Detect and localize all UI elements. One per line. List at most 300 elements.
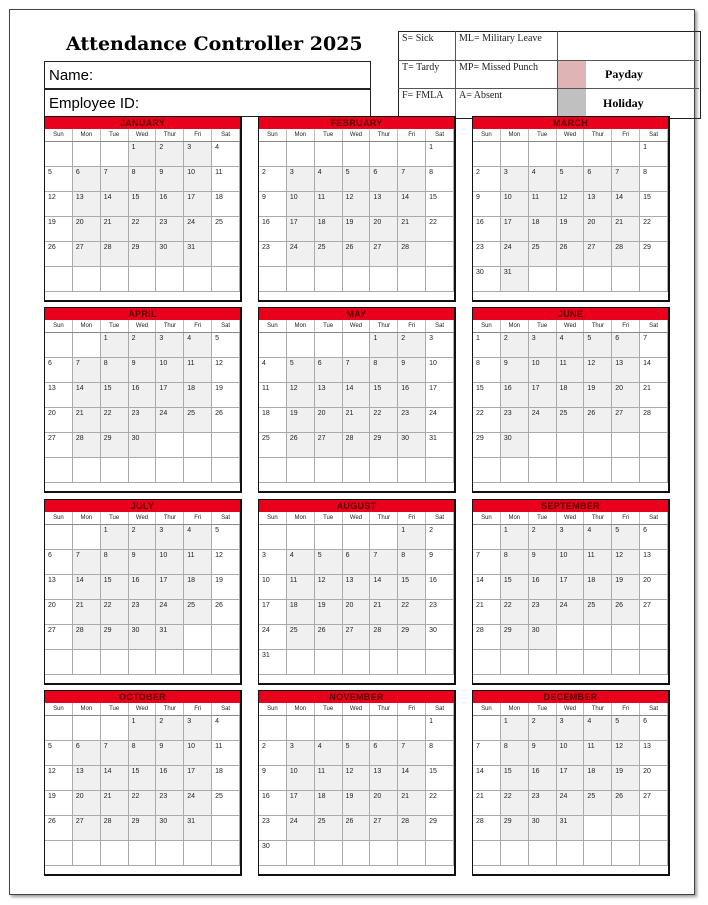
day-cell[interactable]: 13	[73, 766, 101, 791]
day-cell[interactable]: 31	[426, 433, 454, 458]
day-cell[interactable]: 26	[612, 600, 640, 625]
day-cell[interactable]: 6	[73, 167, 101, 192]
day-cell[interactable]: 2	[129, 333, 157, 358]
day-cell[interactable]: 21	[612, 217, 640, 242]
day-cell[interactable]: 28	[101, 242, 129, 267]
day-cell[interactable]: 28	[473, 625, 501, 650]
day-cell[interactable]: 2	[529, 716, 557, 741]
day-cell[interactable]: 5	[212, 525, 240, 550]
day-cell[interactable]: 4	[584, 716, 612, 741]
day-cell[interactable]: 10	[156, 550, 184, 575]
day-cell[interactable]: 10	[426, 358, 454, 383]
day-cell[interactable]: 19	[584, 383, 612, 408]
day-cell[interactable]: 18	[259, 408, 287, 433]
day-cell[interactable]: 24	[557, 600, 585, 625]
day-cell[interactable]: 15	[370, 383, 398, 408]
day-cell[interactable]: 4	[259, 358, 287, 383]
day-cell[interactable]: 28	[343, 433, 371, 458]
day-cell[interactable]: 25	[315, 816, 343, 841]
day-cell[interactable]: 6	[640, 525, 668, 550]
day-cell[interactable]: 8	[501, 741, 529, 766]
day-cell[interactable]: 20	[45, 408, 73, 433]
day-cell[interactable]: 24	[287, 242, 315, 267]
day-cell[interactable]: 10	[557, 741, 585, 766]
day-cell[interactable]: 5	[45, 167, 73, 192]
day-cell[interactable]: 18	[557, 383, 585, 408]
day-cell[interactable]: 11	[287, 575, 315, 600]
day-cell[interactable]: 3	[557, 716, 585, 741]
day-cell[interactable]: 23	[426, 600, 454, 625]
day-cell[interactable]: 28	[101, 816, 129, 841]
day-cell[interactable]: 20	[370, 791, 398, 816]
day-cell[interactable]: 4	[529, 167, 557, 192]
day-cell[interactable]: 30	[501, 433, 529, 458]
day-cell[interactable]: 15	[101, 575, 129, 600]
day-cell[interactable]: 16	[129, 575, 157, 600]
day-cell[interactable]: 7	[73, 358, 101, 383]
day-cell[interactable]: 16	[398, 383, 426, 408]
day-cell[interactable]: 21	[473, 600, 501, 625]
day-cell[interactable]: 18	[584, 766, 612, 791]
day-cell[interactable]: 23	[156, 791, 184, 816]
day-cell[interactable]: 12	[287, 383, 315, 408]
day-cell[interactable]: 26	[343, 242, 371, 267]
day-cell[interactable]: 7	[473, 550, 501, 575]
day-cell[interactable]: 11	[212, 741, 240, 766]
day-cell[interactable]: 24	[529, 408, 557, 433]
day-cell[interactable]: 10	[529, 358, 557, 383]
day-cell[interactable]: 2	[259, 741, 287, 766]
day-cell[interactable]: 15	[501, 575, 529, 600]
day-cell[interactable]: 21	[73, 600, 101, 625]
day-cell[interactable]: 5	[212, 333, 240, 358]
day-cell[interactable]: 31	[259, 650, 287, 675]
day-cell[interactable]: 12	[212, 550, 240, 575]
day-cell[interactable]: 28	[640, 408, 668, 433]
day-cell[interactable]: 7	[370, 550, 398, 575]
day-cell[interactable]: 13	[640, 741, 668, 766]
day-cell[interactable]: 24	[184, 217, 212, 242]
day-cell[interactable]: 29	[129, 242, 157, 267]
day-cell[interactable]: 14	[398, 192, 426, 217]
day-cell[interactable]: 20	[343, 600, 371, 625]
day-cell[interactable]: 4	[212, 142, 240, 167]
day-cell[interactable]: 4	[315, 167, 343, 192]
day-cell[interactable]: 17	[156, 383, 184, 408]
day-cell[interactable]: 30	[529, 625, 557, 650]
day-cell[interactable]: 15	[101, 383, 129, 408]
day-cell[interactable]: 7	[101, 741, 129, 766]
day-cell[interactable]: 1	[129, 716, 157, 741]
day-cell[interactable]: 14	[101, 192, 129, 217]
day-cell[interactable]: 7	[640, 333, 668, 358]
day-cell[interactable]: 28	[612, 242, 640, 267]
day-cell[interactable]: 2	[426, 525, 454, 550]
day-cell[interactable]: 11	[557, 358, 585, 383]
day-cell[interactable]: 30	[398, 433, 426, 458]
day-cell[interactable]: 1	[101, 525, 129, 550]
day-cell[interactable]: 26	[287, 433, 315, 458]
day-cell[interactable]: 28	[473, 816, 501, 841]
day-cell[interactable]: 1	[640, 142, 668, 167]
day-cell[interactable]: 21	[398, 791, 426, 816]
day-cell[interactable]: 4	[184, 333, 212, 358]
day-cell[interactable]: 24	[156, 600, 184, 625]
day-cell[interactable]: 26	[315, 625, 343, 650]
day-cell[interactable]: 6	[370, 167, 398, 192]
day-cell[interactable]: 17	[501, 217, 529, 242]
day-cell[interactable]: 30	[129, 625, 157, 650]
day-cell[interactable]: 8	[101, 358, 129, 383]
day-cell[interactable]: 23	[259, 242, 287, 267]
day-cell[interactable]: 24	[287, 816, 315, 841]
day-cell[interactable]: 11	[315, 766, 343, 791]
day-cell[interactable]: 7	[101, 167, 129, 192]
day-cell[interactable]: 23	[129, 408, 157, 433]
day-cell[interactable]: 30	[473, 267, 501, 292]
day-cell[interactable]: 24	[501, 242, 529, 267]
day-cell[interactable]: 27	[370, 816, 398, 841]
day-cell[interactable]: 19	[315, 600, 343, 625]
employee-id-field[interactable]	[44, 89, 371, 117]
day-cell[interactable]: 17	[557, 766, 585, 791]
day-cell[interactable]: 24	[184, 791, 212, 816]
day-cell[interactable]: 9	[398, 358, 426, 383]
day-cell[interactable]: 29	[501, 625, 529, 650]
day-cell[interactable]: 1	[129, 142, 157, 167]
day-cell[interactable]: 20	[315, 408, 343, 433]
day-cell[interactable]: 22	[129, 791, 157, 816]
day-cell[interactable]: 25	[287, 625, 315, 650]
day-cell[interactable]: 15	[640, 192, 668, 217]
day-cell[interactable]: 5	[315, 550, 343, 575]
day-cell[interactable]: 25	[529, 242, 557, 267]
day-cell[interactable]: 19	[212, 575, 240, 600]
day-cell[interactable]: 20	[73, 791, 101, 816]
day-cell[interactable]: 19	[612, 766, 640, 791]
day-cell[interactable]: 5	[287, 358, 315, 383]
day-cell[interactable]: 19	[212, 383, 240, 408]
day-cell[interactable]: 26	[612, 791, 640, 816]
day-cell[interactable]: 15	[426, 766, 454, 791]
day-cell[interactable]: 7	[473, 741, 501, 766]
day-cell[interactable]: 7	[73, 550, 101, 575]
day-cell[interactable]: 12	[584, 358, 612, 383]
day-cell[interactable]: 14	[73, 383, 101, 408]
day-cell[interactable]: 26	[584, 408, 612, 433]
day-cell[interactable]: 15	[473, 383, 501, 408]
day-cell[interactable]: 11	[584, 741, 612, 766]
day-cell[interactable]: 1	[101, 333, 129, 358]
day-cell[interactable]: 27	[612, 408, 640, 433]
day-cell[interactable]: 8	[370, 358, 398, 383]
day-cell[interactable]: 26	[212, 600, 240, 625]
day-cell[interactable]: 27	[45, 433, 73, 458]
day-cell[interactable]: 13	[45, 575, 73, 600]
day-cell[interactable]: 15	[129, 192, 157, 217]
day-cell[interactable]: 13	[45, 383, 73, 408]
day-cell[interactable]: 12	[612, 741, 640, 766]
day-cell[interactable]: 27	[640, 600, 668, 625]
day-cell[interactable]: 29	[129, 816, 157, 841]
day-cell[interactable]: 6	[343, 550, 371, 575]
day-cell[interactable]: 23	[473, 242, 501, 267]
day-cell[interactable]: 16	[156, 192, 184, 217]
day-cell[interactable]: 1	[501, 716, 529, 741]
day-cell[interactable]: 22	[426, 217, 454, 242]
day-cell[interactable]: 10	[184, 167, 212, 192]
day-cell[interactable]: 29	[370, 433, 398, 458]
day-cell[interactable]: 23	[501, 408, 529, 433]
day-cell[interactable]: 16	[129, 383, 157, 408]
day-cell[interactable]: 30	[529, 816, 557, 841]
day-cell[interactable]: 20	[640, 575, 668, 600]
day-cell[interactable]: 14	[473, 575, 501, 600]
day-cell[interactable]: 29	[426, 816, 454, 841]
day-cell[interactable]: 29	[501, 816, 529, 841]
day-cell[interactable]: 21	[101, 217, 129, 242]
day-cell[interactable]: 28	[73, 625, 101, 650]
day-cell[interactable]: 3	[184, 142, 212, 167]
day-cell[interactable]: 16	[259, 217, 287, 242]
day-cell[interactable]: 24	[557, 791, 585, 816]
day-cell[interactable]: 25	[184, 408, 212, 433]
day-cell[interactable]: 14	[73, 575, 101, 600]
day-cell[interactable]: 22	[101, 600, 129, 625]
day-cell[interactable]: 3	[156, 333, 184, 358]
day-cell[interactable]: 31	[501, 267, 529, 292]
day-cell[interactable]: 9	[156, 741, 184, 766]
day-cell[interactable]: 27	[584, 242, 612, 267]
day-cell[interactable]: 19	[45, 791, 73, 816]
day-cell[interactable]: 17	[287, 217, 315, 242]
day-cell[interactable]: 29	[473, 433, 501, 458]
day-cell[interactable]: 10	[501, 192, 529, 217]
day-cell[interactable]: 6	[45, 358, 73, 383]
day-cell[interactable]: 20	[370, 217, 398, 242]
day-cell[interactable]: 14	[398, 766, 426, 791]
day-cell[interactable]: 8	[426, 741, 454, 766]
day-cell[interactable]: 27	[640, 791, 668, 816]
day-cell[interactable]: 20	[584, 217, 612, 242]
day-cell[interactable]: 10	[557, 550, 585, 575]
day-cell[interactable]: 21	[343, 408, 371, 433]
day-cell[interactable]: 9	[259, 192, 287, 217]
day-cell[interactable]: 31	[156, 625, 184, 650]
day-cell[interactable]: 3	[156, 525, 184, 550]
day-cell[interactable]: 4	[557, 333, 585, 358]
day-cell[interactable]: 9	[156, 167, 184, 192]
day-cell[interactable]: 11	[315, 192, 343, 217]
day-cell[interactable]: 8	[426, 167, 454, 192]
day-cell[interactable]: 31	[557, 816, 585, 841]
day-cell[interactable]: 12	[45, 192, 73, 217]
day-cell[interactable]: 18	[212, 192, 240, 217]
day-cell[interactable]: 8	[129, 741, 157, 766]
day-cell[interactable]: 20	[73, 217, 101, 242]
day-cell[interactable]: 2	[129, 525, 157, 550]
day-cell[interactable]: 22	[473, 408, 501, 433]
day-cell[interactable]: 16	[501, 383, 529, 408]
day-cell[interactable]: 3	[184, 716, 212, 741]
day-cell[interactable]: 4	[287, 550, 315, 575]
day-cell[interactable]: 1	[501, 525, 529, 550]
day-cell[interactable]: 9	[473, 192, 501, 217]
day-cell[interactable]: 29	[398, 625, 426, 650]
day-cell[interactable]: 3	[287, 741, 315, 766]
day-cell[interactable]: 21	[640, 383, 668, 408]
day-cell[interactable]: 5	[343, 167, 371, 192]
day-cell[interactable]: 18	[287, 600, 315, 625]
day-cell[interactable]: 5	[612, 716, 640, 741]
day-cell[interactable]: 1	[426, 716, 454, 741]
day-cell[interactable]: 5	[45, 741, 73, 766]
day-cell[interactable]: 30	[156, 816, 184, 841]
day-cell[interactable]: 10	[287, 766, 315, 791]
day-cell[interactable]: 21	[73, 408, 101, 433]
day-cell[interactable]: 15	[426, 192, 454, 217]
day-cell[interactable]: 14	[612, 192, 640, 217]
day-cell[interactable]: 22	[640, 217, 668, 242]
day-cell[interactable]: 12	[315, 575, 343, 600]
day-cell[interactable]: 17	[557, 575, 585, 600]
day-cell[interactable]: 8	[129, 167, 157, 192]
day-cell[interactable]: 16	[426, 575, 454, 600]
day-cell[interactable]: 30	[259, 841, 287, 866]
day-cell[interactable]: 26	[343, 816, 371, 841]
day-cell[interactable]: 17	[184, 766, 212, 791]
day-cell[interactable]: 25	[584, 791, 612, 816]
day-cell[interactable]: 30	[156, 242, 184, 267]
day-cell[interactable]: 18	[315, 791, 343, 816]
day-cell[interactable]: 25	[259, 433, 287, 458]
day-cell[interactable]: 16	[473, 217, 501, 242]
day-cell[interactable]: 12	[343, 192, 371, 217]
day-cell[interactable]: 3	[287, 167, 315, 192]
day-cell[interactable]: 28	[370, 625, 398, 650]
day-cell[interactable]: 11	[584, 550, 612, 575]
day-cell[interactable]: 18	[212, 766, 240, 791]
day-cell[interactable]: 12	[343, 766, 371, 791]
day-cell[interactable]: 8	[398, 550, 426, 575]
day-cell[interactable]: 30	[426, 625, 454, 650]
day-cell[interactable]: 3	[259, 550, 287, 575]
day-cell[interactable]: 26	[45, 242, 73, 267]
day-cell[interactable]: 25	[584, 600, 612, 625]
day-cell[interactable]: 10	[184, 741, 212, 766]
day-cell[interactable]: 18	[584, 575, 612, 600]
day-cell[interactable]: 6	[640, 716, 668, 741]
day-cell[interactable]: 8	[501, 550, 529, 575]
day-cell[interactable]: 14	[640, 358, 668, 383]
day-cell[interactable]: 16	[529, 575, 557, 600]
day-cell[interactable]: 2	[156, 716, 184, 741]
day-cell[interactable]: 4	[184, 525, 212, 550]
day-cell[interactable]: 7	[612, 167, 640, 192]
day-cell[interactable]: 10	[287, 192, 315, 217]
day-cell[interactable]: 9	[129, 358, 157, 383]
day-cell[interactable]: 31	[184, 816, 212, 841]
day-cell[interactable]: 23	[398, 408, 426, 433]
day-cell[interactable]: 13	[315, 383, 343, 408]
day-cell[interactable]: 18	[315, 217, 343, 242]
day-cell[interactable]: 28	[73, 433, 101, 458]
day-cell[interactable]: 22	[129, 217, 157, 242]
day-cell[interactable]: 15	[501, 766, 529, 791]
day-cell[interactable]: 5	[557, 167, 585, 192]
day-cell[interactable]: 31	[184, 242, 212, 267]
day-cell[interactable]: 14	[343, 383, 371, 408]
day-cell[interactable]: 25	[315, 242, 343, 267]
day-cell[interactable]: 22	[370, 408, 398, 433]
day-cell[interactable]: 29	[640, 242, 668, 267]
day-cell[interactable]: 6	[45, 550, 73, 575]
day-cell[interactable]: 19	[557, 217, 585, 242]
day-cell[interactable]: 27	[315, 433, 343, 458]
day-cell[interactable]: 21	[398, 217, 426, 242]
day-cell[interactable]: 5	[612, 525, 640, 550]
day-cell[interactable]: 7	[398, 167, 426, 192]
day-cell[interactable]: 14	[473, 766, 501, 791]
day-cell[interactable]: 19	[612, 575, 640, 600]
day-cell[interactable]: 2	[156, 142, 184, 167]
day-cell[interactable]: 16	[259, 791, 287, 816]
day-cell[interactable]: 11	[529, 192, 557, 217]
day-cell[interactable]: 27	[73, 816, 101, 841]
day-cell[interactable]: 13	[73, 192, 101, 217]
day-cell[interactable]: 25	[557, 408, 585, 433]
day-cell[interactable]: 27	[73, 242, 101, 267]
day-cell[interactable]: 16	[156, 766, 184, 791]
day-cell[interactable]: 23	[529, 791, 557, 816]
day-cell[interactable]: 2	[473, 167, 501, 192]
day-cell[interactable]: 18	[184, 575, 212, 600]
day-cell[interactable]: 29	[101, 433, 129, 458]
day-cell[interactable]: 11	[184, 550, 212, 575]
day-cell[interactable]: 24	[259, 625, 287, 650]
day-cell[interactable]: 14	[101, 766, 129, 791]
day-cell[interactable]: 13	[612, 358, 640, 383]
day-cell[interactable]: 23	[129, 600, 157, 625]
day-cell[interactable]: 20	[640, 766, 668, 791]
day-cell[interactable]: 8	[101, 550, 129, 575]
day-cell[interactable]: 18	[184, 383, 212, 408]
day-cell[interactable]: 5	[343, 741, 371, 766]
day-cell[interactable]: 3	[426, 333, 454, 358]
day-cell[interactable]: 3	[501, 167, 529, 192]
day-cell[interactable]: 25	[212, 217, 240, 242]
day-cell[interactable]: 15	[129, 766, 157, 791]
day-cell[interactable]: 13	[640, 550, 668, 575]
day-cell[interactable]: 5	[584, 333, 612, 358]
day-cell[interactable]: 9	[529, 741, 557, 766]
day-cell[interactable]: 7	[398, 741, 426, 766]
day-cell[interactable]: 28	[398, 242, 426, 267]
day-cell[interactable]: 1	[473, 333, 501, 358]
day-cell[interactable]: 1	[370, 333, 398, 358]
day-cell[interactable]: 23	[156, 217, 184, 242]
day-cell[interactable]: 25	[184, 600, 212, 625]
day-cell[interactable]: 12	[557, 192, 585, 217]
day-cell[interactable]: 10	[259, 575, 287, 600]
day-cell[interactable]: 21	[101, 791, 129, 816]
day-cell[interactable]: 9	[259, 766, 287, 791]
day-cell[interactable]: 17	[156, 575, 184, 600]
day-cell[interactable]: 12	[45, 766, 73, 791]
day-cell[interactable]: 30	[129, 433, 157, 458]
day-cell[interactable]: 6	[370, 741, 398, 766]
day-cell[interactable]: 26	[45, 816, 73, 841]
